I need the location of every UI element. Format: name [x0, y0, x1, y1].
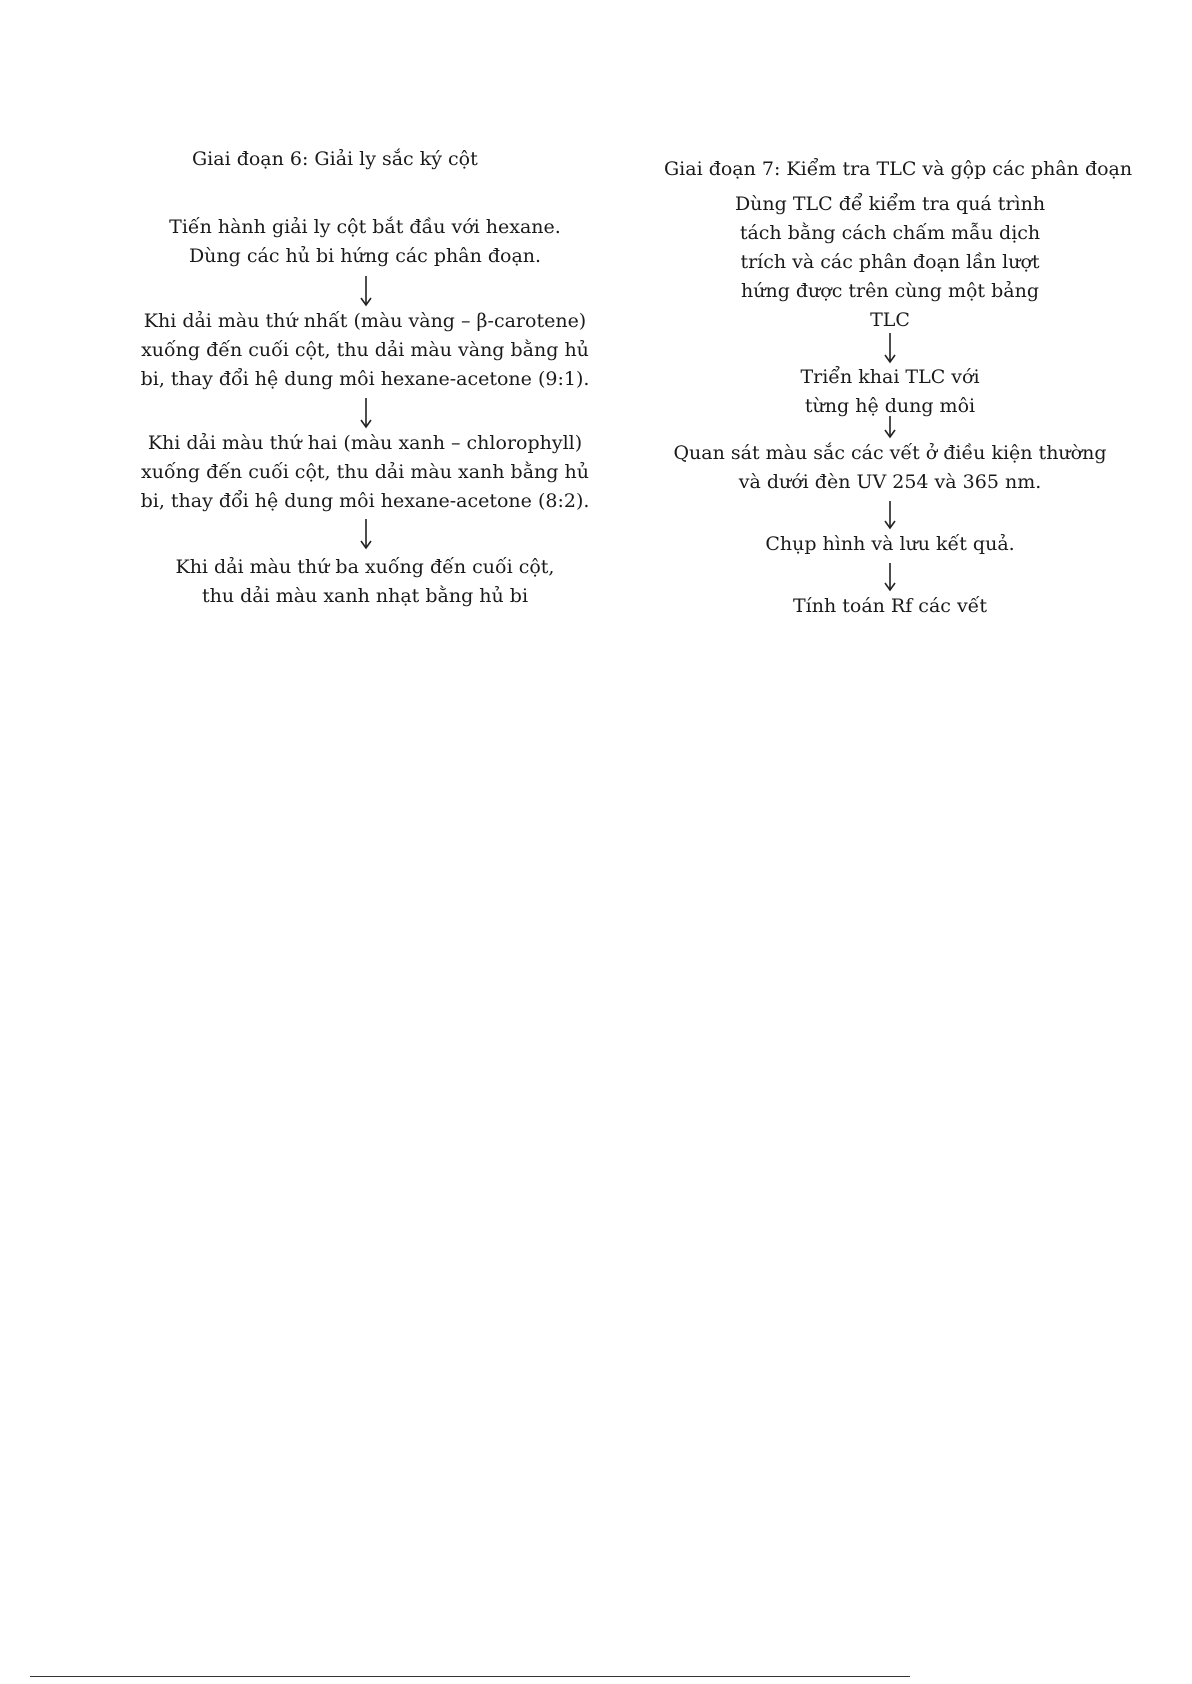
text-line: và dưới đèn UV 254 và 365 nm.	[738, 471, 1042, 493]
stage-6-step-1	[140, 213, 590, 271]
text-line: Quan sát màu sắc các vết ở điều kiện thường	[673, 442, 1107, 464]
down-arrow-icon	[359, 275, 373, 307]
text-line: Triển khai TLC với	[800, 366, 980, 388]
stage-7-step-4	[670, 530, 1110, 559]
text-line: Dùng TLC để kiểm tra quá trình	[734, 193, 1046, 215]
text-line: bi, thay đổi hệ dung môi hexane-acetone (8:2).	[140, 490, 590, 512]
text-line: thu dải màu xanh nhạt bằng hủ bi	[201, 585, 529, 607]
text-line: TLC	[870, 309, 910, 331]
text-line: từng hệ dung môi	[804, 395, 976, 417]
text-line: xuống đến cuối cột, thu dải màu vàng bằng hủ	[141, 339, 589, 361]
text-line: Dùng các hủ bi hứng các phân đoạn.	[188, 245, 542, 267]
text-line: Khi dải màu thứ ba xuống đến cuối cột,	[175, 556, 555, 578]
down-arrow-icon	[883, 500, 897, 532]
text-line: Khi dải màu thứ hai (màu xanh – chlorophyll)	[147, 432, 583, 454]
stage-6-step-4	[140, 553, 590, 611]
text-line: Khi dải màu thứ nhất (màu vàng – β-carotene)	[143, 310, 587, 332]
stage-7-step-3	[670, 439, 1110, 497]
down-arrow-icon	[883, 332, 897, 364]
text-line: xuống đến cuối cột, thu dải màu xanh bằng hủ	[141, 461, 589, 483]
stage-6-step-3	[140, 429, 590, 516]
text-line: tách bằng cách chấm mẫu dịch	[739, 222, 1041, 244]
down-arrow-icon	[359, 518, 373, 550]
stage-7-step-1	[670, 190, 1110, 335]
stage-6-title: Giai đoạn 6: Giải ly sắc ký cột	[192, 148, 478, 170]
stage-7-step-2	[670, 363, 1110, 421]
text-line: trích và các phân đoạn lần lượt	[740, 251, 1040, 273]
stage-7-title: Giai đoạn 7: Kiểm tra TLC và gộp các phân đoạn	[664, 158, 1133, 180]
text-line: Tiến hành giải ly cột bắt đầu với hexane.	[169, 216, 561, 238]
down-arrow-icon	[359, 397, 373, 429]
text-line: hứng được trên cùng một bảng	[740, 280, 1039, 302]
stage-6-step-2	[140, 307, 590, 394]
text-line: Tính toán Rf các vết	[792, 595, 988, 617]
page-footer-divider	[30, 1676, 910, 1677]
text-line: Chụp hình và lưu kết quả.	[765, 533, 1015, 555]
stage-7-step-5	[670, 592, 1110, 621]
down-arrow-icon	[883, 562, 897, 594]
text-line: bi, thay đổi hệ dung môi hexane-acetone (9:1).	[140, 368, 590, 390]
